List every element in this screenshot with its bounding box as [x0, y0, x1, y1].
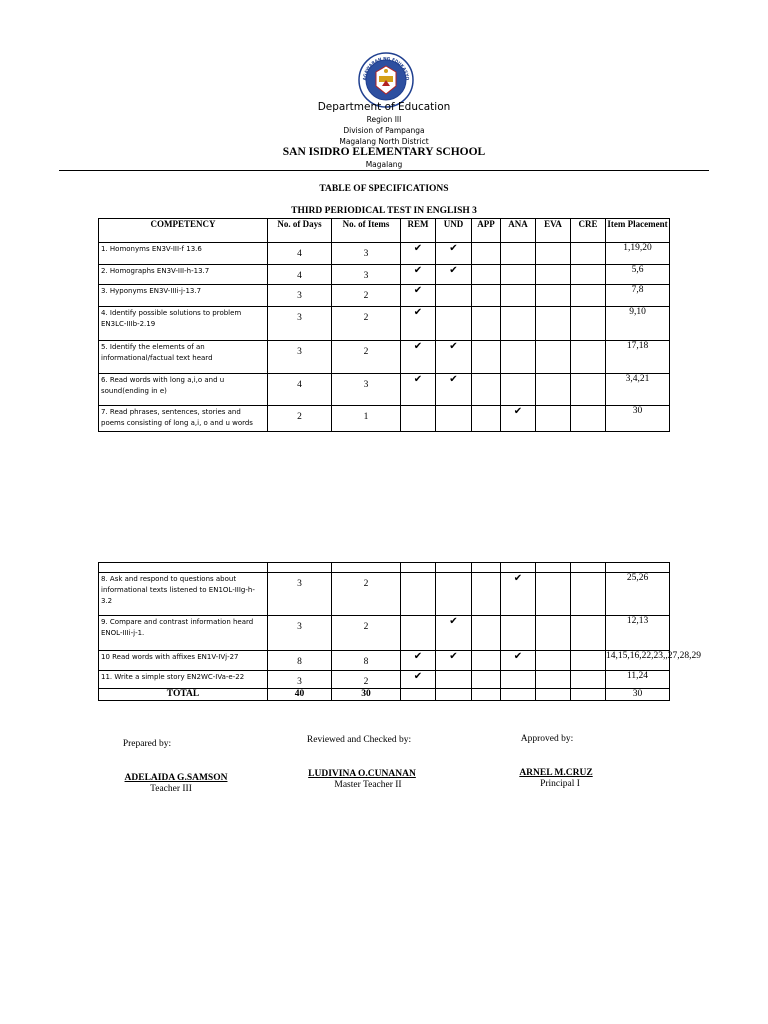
items-cell: 2 [332, 671, 401, 689]
competency-cell: 7. Read phrases, sentences, stories and poems consisting of long a,i, o and u words [99, 406, 268, 432]
days-cell: 3 [268, 285, 332, 307]
table-title: TABLE OF SPECIFICATIONS [319, 184, 449, 194]
rem-check-cell [401, 573, 436, 616]
items-cell: 8 [332, 651, 401, 671]
placement-cell: 30 [606, 406, 670, 432]
app-check-cell [472, 285, 501, 307]
ana-check-cell [501, 671, 536, 689]
table-row [99, 616, 670, 651]
competency-cell: 1. Homonyms EN3V-III-f 13.6 [99, 243, 268, 265]
und-check-cell [436, 285, 472, 307]
und-check-cell: ✔ [436, 243, 472, 265]
days-cell: 8 [268, 651, 332, 671]
ana-check-cell [501, 374, 536, 406]
items-cell: 3 [332, 374, 401, 406]
col-cre: CRE [571, 219, 606, 243]
cre-check-cell [571, 307, 606, 341]
ana-check-cell [501, 285, 536, 307]
app-check-cell [472, 243, 501, 265]
rem-check-cell: ✔ [401, 285, 436, 307]
header-divider [59, 170, 709, 171]
rem-check-cell [401, 406, 436, 432]
approved-name: ARNEL M.CRUZ [519, 768, 593, 778]
days-cell: 4 [268, 243, 332, 265]
placement-cell: 17,18 [606, 341, 670, 374]
reviewed-label: Reviewed and Checked by: [306, 735, 412, 745]
table-header-row [99, 219, 670, 243]
und-check-cell [436, 573, 472, 616]
competency-cell: 3. Hyponyms EN3V-IIIi-j-13.7 [99, 285, 268, 307]
seal-lettering: AGAWARAN NG EDUKASYO [361, 55, 411, 81]
items-cell: 2 [332, 307, 401, 341]
days-cell: 3 [268, 573, 332, 616]
eva-check-cell [536, 406, 571, 432]
app-check-cell [472, 671, 501, 689]
table-row [99, 265, 670, 285]
test-title: THIRD PERIODICAL TEST IN ENGLISH 3 [291, 206, 477, 216]
approved-title: Principal I [540, 779, 580, 789]
ana-check-cell: ✔ [501, 573, 536, 616]
table-row [99, 573, 670, 616]
eva-check-cell [536, 573, 571, 616]
district: Magalang North District [339, 137, 429, 146]
reviewed-name: LUDIVINA O.CUNANAN [308, 769, 416, 779]
rem-check-cell: ✔ [401, 651, 436, 671]
competency-cell: 2. Homographs EN3V-III-h-13.7 [99, 265, 268, 285]
app-check-cell [472, 573, 501, 616]
cre-check-cell [571, 265, 606, 285]
col-app: APP [472, 219, 501, 243]
competency-cell: 9. Compare and contrast information heard ENOL-IIIi-j-1. [99, 616, 268, 651]
cre-check-cell [571, 651, 606, 671]
items-cell: 2 [332, 285, 401, 307]
competency-cell: 10 Read words with affixes EN1V-IVj-27 [99, 651, 268, 671]
prepared-title: Teacher III [150, 784, 192, 794]
ana-check-cell [501, 616, 536, 651]
items-cell: 2 [332, 616, 401, 651]
table-row [99, 307, 670, 341]
cre-check-cell [571, 406, 606, 432]
app-check-cell [472, 307, 501, 341]
placement-cell: 9,10 [606, 307, 670, 341]
table-row [99, 671, 670, 689]
col-und: UND [436, 219, 472, 243]
cre-check-cell [571, 671, 606, 689]
ana-check-cell: ✔ [501, 651, 536, 671]
competency-cell: 5. Identify the elements of an informational/factual text heard [99, 341, 268, 374]
ana-check-cell [501, 243, 536, 265]
department-name: Department of Education [317, 101, 451, 113]
und-check-cell [436, 671, 472, 689]
placement-cell: 5,6 [606, 265, 670, 285]
cre-check-cell [571, 573, 606, 616]
app-check-cell [472, 406, 501, 432]
items-cell: 3 [332, 243, 401, 265]
rem-check-cell: ✔ [401, 307, 436, 341]
col-items: No. of Items [332, 219, 401, 243]
days-cell: 3 [268, 616, 332, 651]
eva-check-cell [536, 243, 571, 265]
competency-cell: 8. Ask and respond to questions about informational texts listened to EN1OL-IIIg-h-3.2 [99, 573, 268, 616]
total-placement: 30 [606, 689, 670, 701]
und-check-cell: ✔ [436, 341, 472, 374]
rem-check-cell: ✔ [401, 243, 436, 265]
table-row [99, 341, 670, 374]
deped-seal [358, 52, 414, 108]
und-check-cell: ✔ [436, 651, 472, 671]
region: Region III [366, 115, 402, 124]
items-cell: 1 [332, 406, 401, 432]
days-cell: 3 [268, 341, 332, 374]
placement-cell: 7,8 [606, 285, 670, 307]
town: Magalang [365, 160, 403, 169]
eva-check-cell [536, 285, 571, 307]
items-cell: 2 [332, 341, 401, 374]
total-days: 40 [268, 689, 332, 701]
school-name: SAN ISIDRO ELEMENTARY SCHOOL [282, 146, 486, 158]
eva-check-cell [536, 671, 571, 689]
eva-check-cell [536, 616, 571, 651]
placement-cell: 3,4,21 [606, 374, 670, 406]
days-cell: 4 [268, 265, 332, 285]
table-row [99, 406, 670, 432]
rem-check-cell: ✔ [401, 671, 436, 689]
und-check-cell: ✔ [436, 265, 472, 285]
col-rem: REM [401, 219, 436, 243]
competency-cell: 6. Read words with long a,i,o and u sound(ending in e) [99, 374, 268, 406]
eva-check-cell [536, 341, 571, 374]
eva-check-cell [536, 651, 571, 671]
und-check-cell [436, 406, 472, 432]
rem-check-cell: ✔ [401, 341, 436, 374]
ana-check-cell: ✔ [501, 406, 536, 432]
placement-cell: 14,15,16,22,23,,27,28,29 [606, 651, 670, 671]
specifications-table [98, 218, 670, 432]
items-cell: 3 [332, 265, 401, 285]
prepared-label: Prepared by: [122, 739, 172, 749]
eva-check-cell [536, 307, 571, 341]
col-days: No. of Days [268, 219, 332, 243]
days-cell: 3 [268, 671, 332, 689]
cre-check-cell [571, 374, 606, 406]
col-ana: ANA [501, 219, 536, 243]
table-row [99, 651, 670, 671]
app-check-cell [472, 265, 501, 285]
rem-check-cell: ✔ [401, 265, 436, 285]
reviewed-title: Master Teacher II [334, 780, 402, 790]
prepared-name: ADELAIDA G.SAMSON [124, 773, 228, 783]
col-placement: Item Placement [606, 219, 670, 243]
app-check-cell [472, 651, 501, 671]
continued-header-spacer-row [99, 563, 670, 573]
days-cell: 3 [268, 307, 332, 341]
col-competency: COMPETENCY [99, 219, 268, 243]
und-check-cell: ✔ [436, 374, 472, 406]
division: Division of Pampanga [343, 126, 425, 135]
ana-check-cell [501, 307, 536, 341]
ana-check-cell [501, 265, 536, 285]
specifications-table-continued [98, 562, 701, 701]
und-check-cell [436, 307, 472, 341]
table-row [99, 285, 670, 307]
total-label: TOTAL [99, 689, 268, 701]
cre-check-cell [571, 243, 606, 265]
days-cell: 2 [268, 406, 332, 432]
cre-check-cell [571, 285, 606, 307]
app-check-cell [472, 374, 501, 406]
total-row [99, 689, 670, 701]
items-cell: 2 [332, 573, 401, 616]
table-row [99, 243, 670, 265]
total-items: 30 [332, 689, 401, 701]
competency-cell: 11. Write a simple story EN2WC-IVa-e-22 [99, 671, 268, 689]
table-row [99, 374, 670, 406]
cre-check-cell [571, 616, 606, 651]
days-cell: 4 [268, 374, 332, 406]
ana-check-cell [501, 341, 536, 374]
placement-cell: 25,26 [606, 573, 670, 616]
col-eva: EVA [536, 219, 571, 243]
placement-cell: 1,19,20 [606, 243, 670, 265]
app-check-cell [472, 341, 501, 374]
app-check-cell [472, 616, 501, 651]
competency-cell: 4. Identify possible solutions to problem EN3LC-IIIb-2.19 [99, 307, 268, 341]
eva-check-cell [536, 265, 571, 285]
approved-label: Approved by: [520, 734, 574, 744]
placement-cell: 11,24 [606, 671, 670, 689]
rem-check-cell: ✔ [401, 374, 436, 406]
cre-check-cell [571, 341, 606, 374]
und-check-cell: ✔ [436, 616, 472, 651]
rem-check-cell [401, 616, 436, 651]
placement-cell: 12,13 [606, 616, 670, 651]
eva-check-cell [536, 374, 571, 406]
